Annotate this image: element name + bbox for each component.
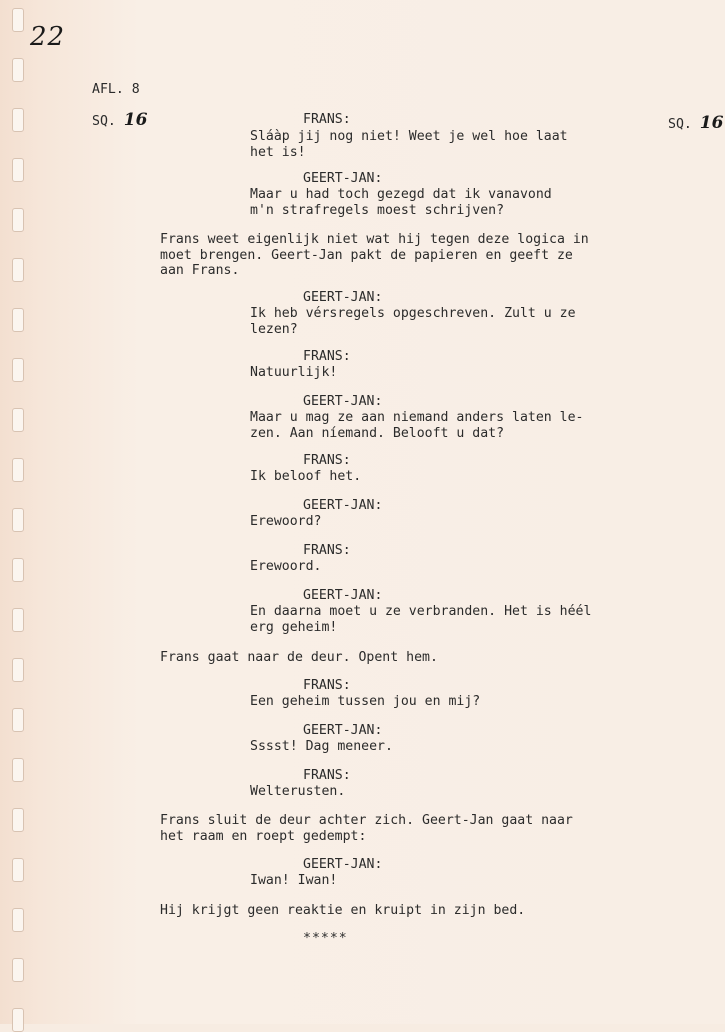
dialogue: Natuurlijk! xyxy=(250,365,338,380)
binder-hole xyxy=(12,408,24,432)
character-name: GEERT-JAN: xyxy=(303,394,383,409)
action-text: Hij krijgt geen reaktie en kruipt in zijn bed. xyxy=(160,903,526,918)
dialogue: Erewoord? xyxy=(250,514,322,529)
dialogue: Sláàp jij nog niet! Weet je wel hoe laat het is! xyxy=(250,129,568,160)
character-name: GEERT-JAN: xyxy=(303,723,383,738)
binder-hole xyxy=(12,558,24,582)
sq-label: SQ. xyxy=(668,117,692,132)
sq-number: 16 xyxy=(123,110,148,130)
binder-hole xyxy=(12,458,24,482)
dialogue: Sssst! Dag meneer. xyxy=(250,739,393,754)
binder-hole xyxy=(12,258,24,282)
binder-hole xyxy=(12,208,24,232)
binder-hole xyxy=(12,508,24,532)
dialogue: Ik heb vérsregels opgeschreven. Zult u ze lezen? xyxy=(250,306,576,337)
character-name: FRANS: xyxy=(303,678,351,693)
character-name: FRANS: xyxy=(303,543,351,558)
page-number: 22 xyxy=(30,22,66,52)
action-text: Frans weet eigenlijk niet wat hij tegen deze logica in moet brengen. Geert-Jan pakt de papieren en geeft ze aan Frans. xyxy=(160,232,589,278)
binder-hole xyxy=(12,708,24,732)
character-name: GEERT-JAN: xyxy=(303,857,383,872)
dialogue: Een geheim tussen jou en mij? xyxy=(250,694,481,709)
binder-holes xyxy=(12,0,30,1024)
dialogue: Maar u had toch gezegd dat ik vanavond m'n strafregels moest schrijven? xyxy=(250,187,552,218)
scene-end-marker: ***** xyxy=(303,931,348,946)
dialogue: Welterusten. xyxy=(250,784,346,799)
binder-hole xyxy=(12,908,24,932)
action-text: Frans gaat naar de deur. Opent hem. xyxy=(160,650,438,665)
binder-hole xyxy=(12,308,24,332)
character-name: FRANS: xyxy=(303,349,351,364)
binder-hole xyxy=(12,8,24,32)
character-name: FRANS: xyxy=(303,112,351,127)
dialogue: Erewoord. xyxy=(250,559,322,574)
sequence-label-right xyxy=(668,113,724,133)
binder-hole xyxy=(12,758,24,782)
action-text: Frans sluit de deur achter zich. Geert-Jan gaat naar het raam en roept gedempt: xyxy=(160,813,573,844)
binder-hole xyxy=(12,658,24,682)
binder-hole xyxy=(12,608,24,632)
dialogue: Iwan! Iwan! xyxy=(250,873,338,888)
dialogue: Maar u mag ze aan niemand anders laten le- zen. Aan níemand. Belooft u dat? xyxy=(250,410,584,441)
character-name: GEERT-JAN: xyxy=(303,588,383,603)
character-name: GEERT-JAN: xyxy=(303,171,383,186)
binder-hole xyxy=(12,808,24,832)
episode-label: AFL. 8 xyxy=(92,82,140,97)
binder-hole xyxy=(12,358,24,382)
binder-hole xyxy=(12,108,24,132)
dialogue: Ik beloof het. xyxy=(250,469,362,484)
binder-hole xyxy=(12,958,24,982)
character-name: GEERT-JAN: xyxy=(303,498,383,513)
character-name: FRANS: xyxy=(303,453,351,468)
binder-hole xyxy=(12,158,24,182)
sequence-label-left xyxy=(92,110,148,130)
binder-hole xyxy=(12,1008,24,1032)
dialogue: En daarna moet u ze verbranden. Het is héél erg geheim! xyxy=(250,604,592,635)
sq-label: SQ. xyxy=(92,114,116,129)
binder-hole xyxy=(12,858,24,882)
sq-number: 16 xyxy=(699,113,724,133)
binder-hole xyxy=(12,58,24,82)
character-name: GEERT-JAN: xyxy=(303,290,383,305)
character-name: FRANS: xyxy=(303,768,351,783)
